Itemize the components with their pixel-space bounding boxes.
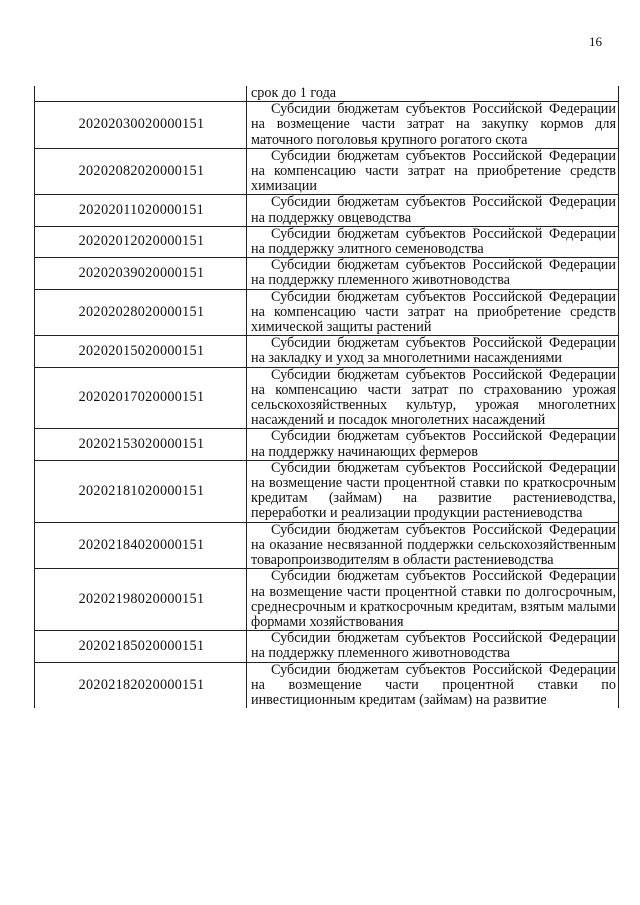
- table-row: [35, 258, 619, 289]
- description-cell: Субсидии бюджетам субъектов Российской Федерации на компенсацию части затрат на приобретение средств химизации: [247, 148, 619, 195]
- code-cell: 20202182020000151: [35, 662, 247, 708]
- description-cell: Субсидии бюджетам субъектов Российской Федерации на возмещение части процентной ставки по инвестиционным кредитам (займам) на развитие: [247, 662, 619, 708]
- code-cell: 20202181020000151: [35, 460, 247, 522]
- description-cell: Субсидии бюджетам субъектов Российской Федерации на возмещение части процентной ставки по долгосрочным, среднесрочным и краткосрочным кредитам, взятым малыми формами хозяйствования: [247, 569, 619, 631]
- budget-codes-table: [34, 86, 619, 708]
- code-cell: 20202011020000151: [35, 195, 247, 226]
- code-cell: 20202039020000151: [35, 258, 247, 289]
- code-cell: 20202185020000151: [35, 631, 247, 662]
- table-row: [35, 289, 619, 336]
- description-cell: Субсидии бюджетам субъектов Российской Федерации на поддержку племенного животноводства: [247, 258, 619, 289]
- table-row: [35, 367, 619, 429]
- description-cell: срок до 1 года: [247, 86, 619, 102]
- description-cell: Субсидии бюджетам субъектов Российской Федерации на поддержку племенного животноводства: [247, 631, 619, 662]
- code-cell: 20202030020000151: [35, 102, 247, 149]
- table-row: [35, 522, 619, 569]
- code-cell: [35, 86, 247, 102]
- code-cell: 20202015020000151: [35, 336, 247, 367]
- table-row: [35, 662, 619, 708]
- table-row: [35, 102, 619, 149]
- table-row: [35, 429, 619, 460]
- code-cell: 20202184020000151: [35, 522, 247, 569]
- table-row: [35, 86, 619, 102]
- description-cell: Субсидии бюджетам субъектов Российской Федерации на компенсацию части затрат по страхованию урожая сельскохозяйственных культур, урожая многолетних насаждений и посадок многолетних насаждений: [247, 367, 619, 429]
- code-cell: 20202082020000151: [35, 148, 247, 195]
- table-row: [35, 195, 619, 226]
- description-cell: Субсидии бюджетам субъектов Российской Федерации на возмещение части процентной ставки по краткосрочным кредитам (займам) на развитие растениеводства, переработки и реализации продукции растениеводства: [247, 460, 619, 522]
- table-row: [35, 631, 619, 662]
- description-cell: Субсидии бюджетам субъектов Российской Федерации на возмещение части затрат на закупку кормов для маточного поголовья крупного рогатого скота: [247, 102, 619, 149]
- table-row: [35, 148, 619, 195]
- code-cell: 20202012020000151: [35, 226, 247, 257]
- code-cell: 20202028020000151: [35, 289, 247, 336]
- description-cell: Субсидии бюджетам субъектов Российской Федерации на закладку и уход за многолетними насаждениями: [247, 336, 619, 367]
- description-cell: Субсидии бюджетам субъектов Российской Федерации на оказание несвязанной поддержки сельскохозяйственным товаропроизводителям в области растениеводства: [247, 522, 619, 569]
- code-cell: 20202198020000151: [35, 569, 247, 631]
- description-cell: Субсидии бюджетам субъектов Российской Федерации на поддержку начинающих фермеров: [247, 429, 619, 460]
- code-cell: 20202017020000151: [35, 367, 247, 429]
- description-cell: Субсидии бюджетам субъектов Российской Федерации на поддержку овцеводства: [247, 195, 619, 226]
- description-cell: Субсидии бюджетам субъектов Российской Федерации на поддержку элитного семеноводства: [247, 226, 619, 257]
- table-row: [35, 226, 619, 257]
- table-row: [35, 460, 619, 522]
- page-number: 16: [589, 34, 602, 49]
- table-row: [35, 569, 619, 631]
- code-cell: 20202153020000151: [35, 429, 247, 460]
- table-row: [35, 336, 619, 367]
- description-cell: Субсидии бюджетам субъектов Российской Федерации на компенсацию части затрат на приобретение средств химической защиты растений: [247, 289, 619, 336]
